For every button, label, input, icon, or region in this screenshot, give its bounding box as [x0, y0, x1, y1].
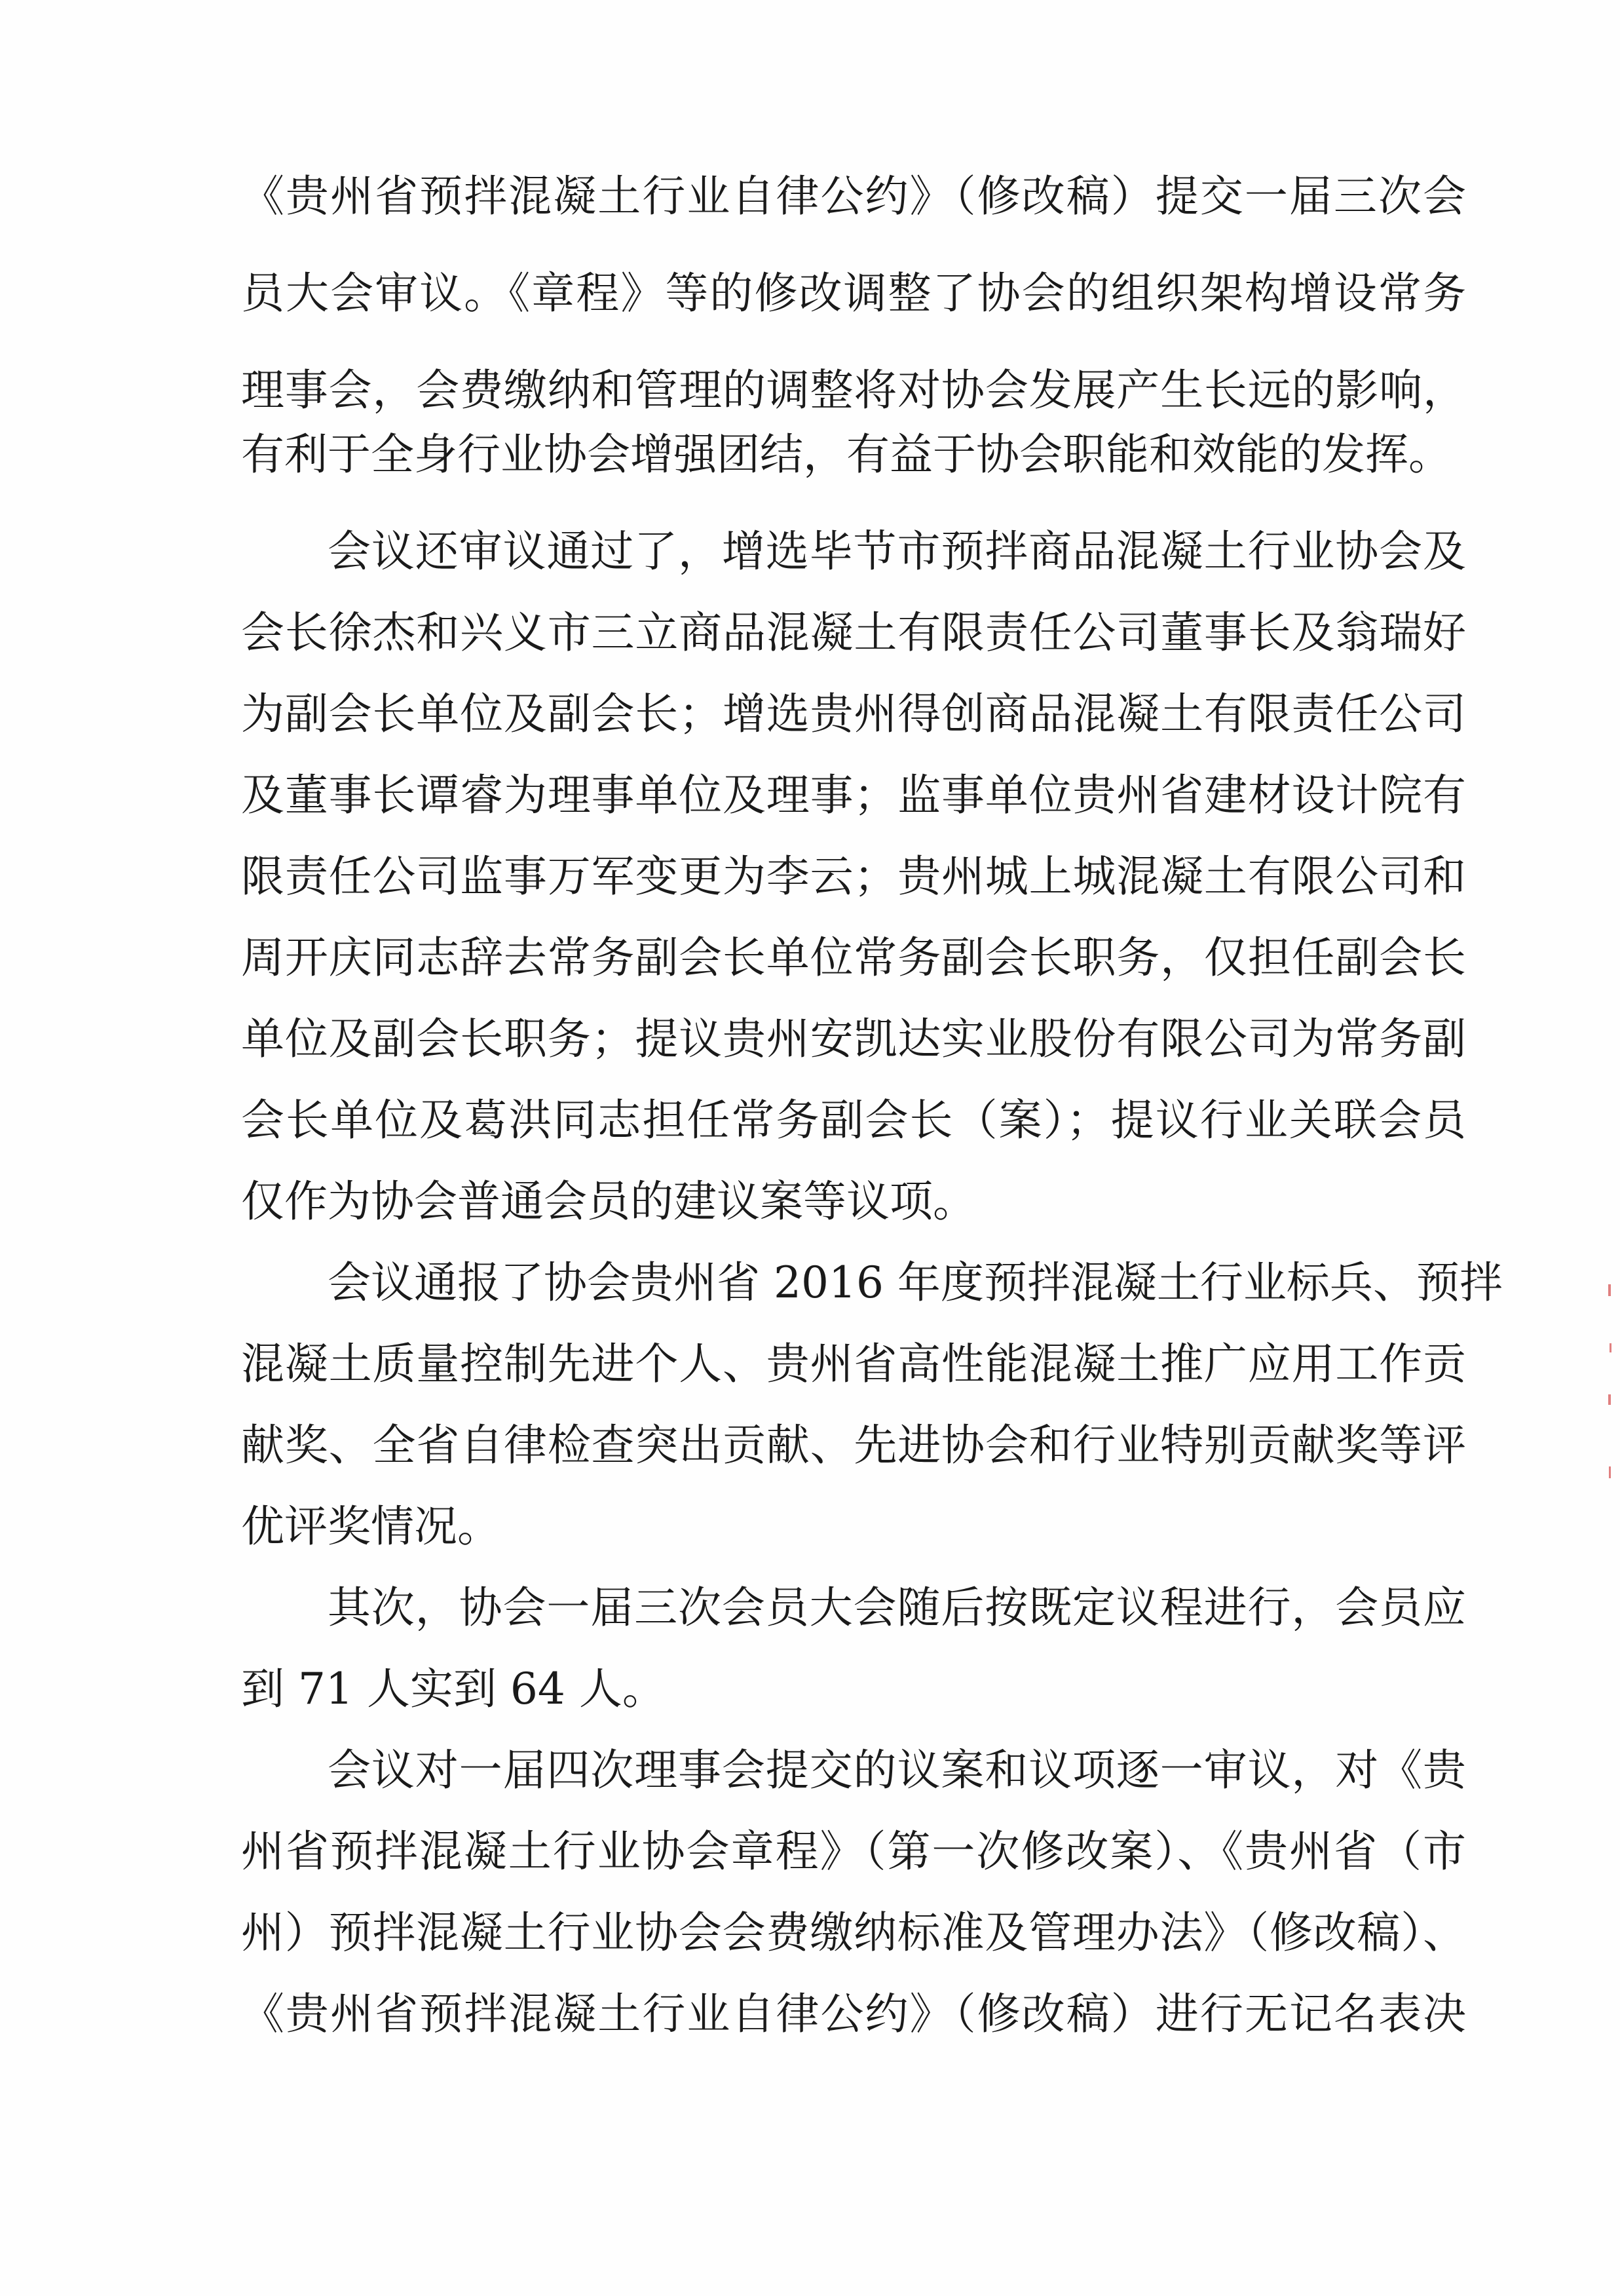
text-line: 周开庆同志辞去常务副会长单位常务副会长职务，仅担任副会长: [241, 932, 1466, 983]
margin-mark: [1608, 1284, 1611, 1296]
text-line: 会长单位及葛洪同志担任常务副会长（案）；提议行业关联会员: [241, 1095, 1466, 1145]
text-line: 优评奖情况。: [241, 1501, 500, 1552]
text-line: 《贵州省预拌混凝土行业自律公约》（修改稿）进行无记名表决: [241, 1989, 1466, 2039]
margin-mark: [1608, 1394, 1611, 1405]
text-line: 献奖、全省自律检查突出贡献、先进协会和行业特别贡献奖等评: [241, 1420, 1466, 1470]
text-line: 州省预拌混凝土行业协会章程》（第一次修改案）、《贵州省（市: [241, 1826, 1466, 1877]
text-line: 仅作为协会普通会员的建议案等议项。: [241, 1176, 976, 1227]
paragraph-first-line: 会议对一届四次理事会提交的议案和议项逐一审议，对《贵: [328, 1745, 1466, 1795]
text-line: 为副会长单位及副会长；增选贵州得创商品混凝土有限责任公司: [241, 689, 1466, 739]
text-line: 到 71 人实到 64 人。: [241, 1664, 666, 1714]
paragraph-first-line: 会议还审议通过了，增选毕节市预拌商品混凝土行业协会及: [328, 526, 1466, 577]
text-line: 有利于全身行业协会增强团结，有益于协会职能和效能的发挥。: [241, 429, 1452, 480]
text-line: 《贵州省预拌混凝土行业自律公约》（修改稿）提交一届三次会: [241, 171, 1466, 221]
paragraph-first-line: 其次，协会一届三次会员大会随后按既定议程进行，会员应: [328, 1582, 1466, 1633]
text-line: 单位及副会长职务；提议贵州安凯达实业股份有限公司为常务副: [241, 1014, 1466, 1064]
text-line: 员大会审议。《章程》等的修改调整了协会的组织架构增设常务: [241, 268, 1466, 318]
margin-mark: [1609, 1466, 1611, 1478]
text-line: 理事会，会费缴纳和管理的调整将对协会发展产生长远的影响，: [241, 365, 1466, 415]
text-line: 混凝土质量控制先进个人、贵州省高性能混凝土推广应用工作贡: [241, 1339, 1466, 1389]
text-line: 限责任公司监事万军变更为李云；贵州城上城混凝土有限公司和: [241, 851, 1466, 902]
paragraph-first-line: 会议通报了协会贵州省 2016 年度预拌混凝土行业标兵、预拌: [328, 1257, 1503, 1308]
text-line: 会长徐杰和兴义市三立商品混凝土有限责任公司董事长及翁瑞好: [241, 607, 1466, 658]
margin-mark: [1610, 1343, 1611, 1352]
text-line: 州）预拌混凝土行业协会会费缴纳标准及管理办法》（修改稿）、: [241, 1907, 1466, 1958]
text-line: 及董事长谭睿为理事单位及理事；监事单位贵州省建材设计院有: [241, 770, 1466, 820]
